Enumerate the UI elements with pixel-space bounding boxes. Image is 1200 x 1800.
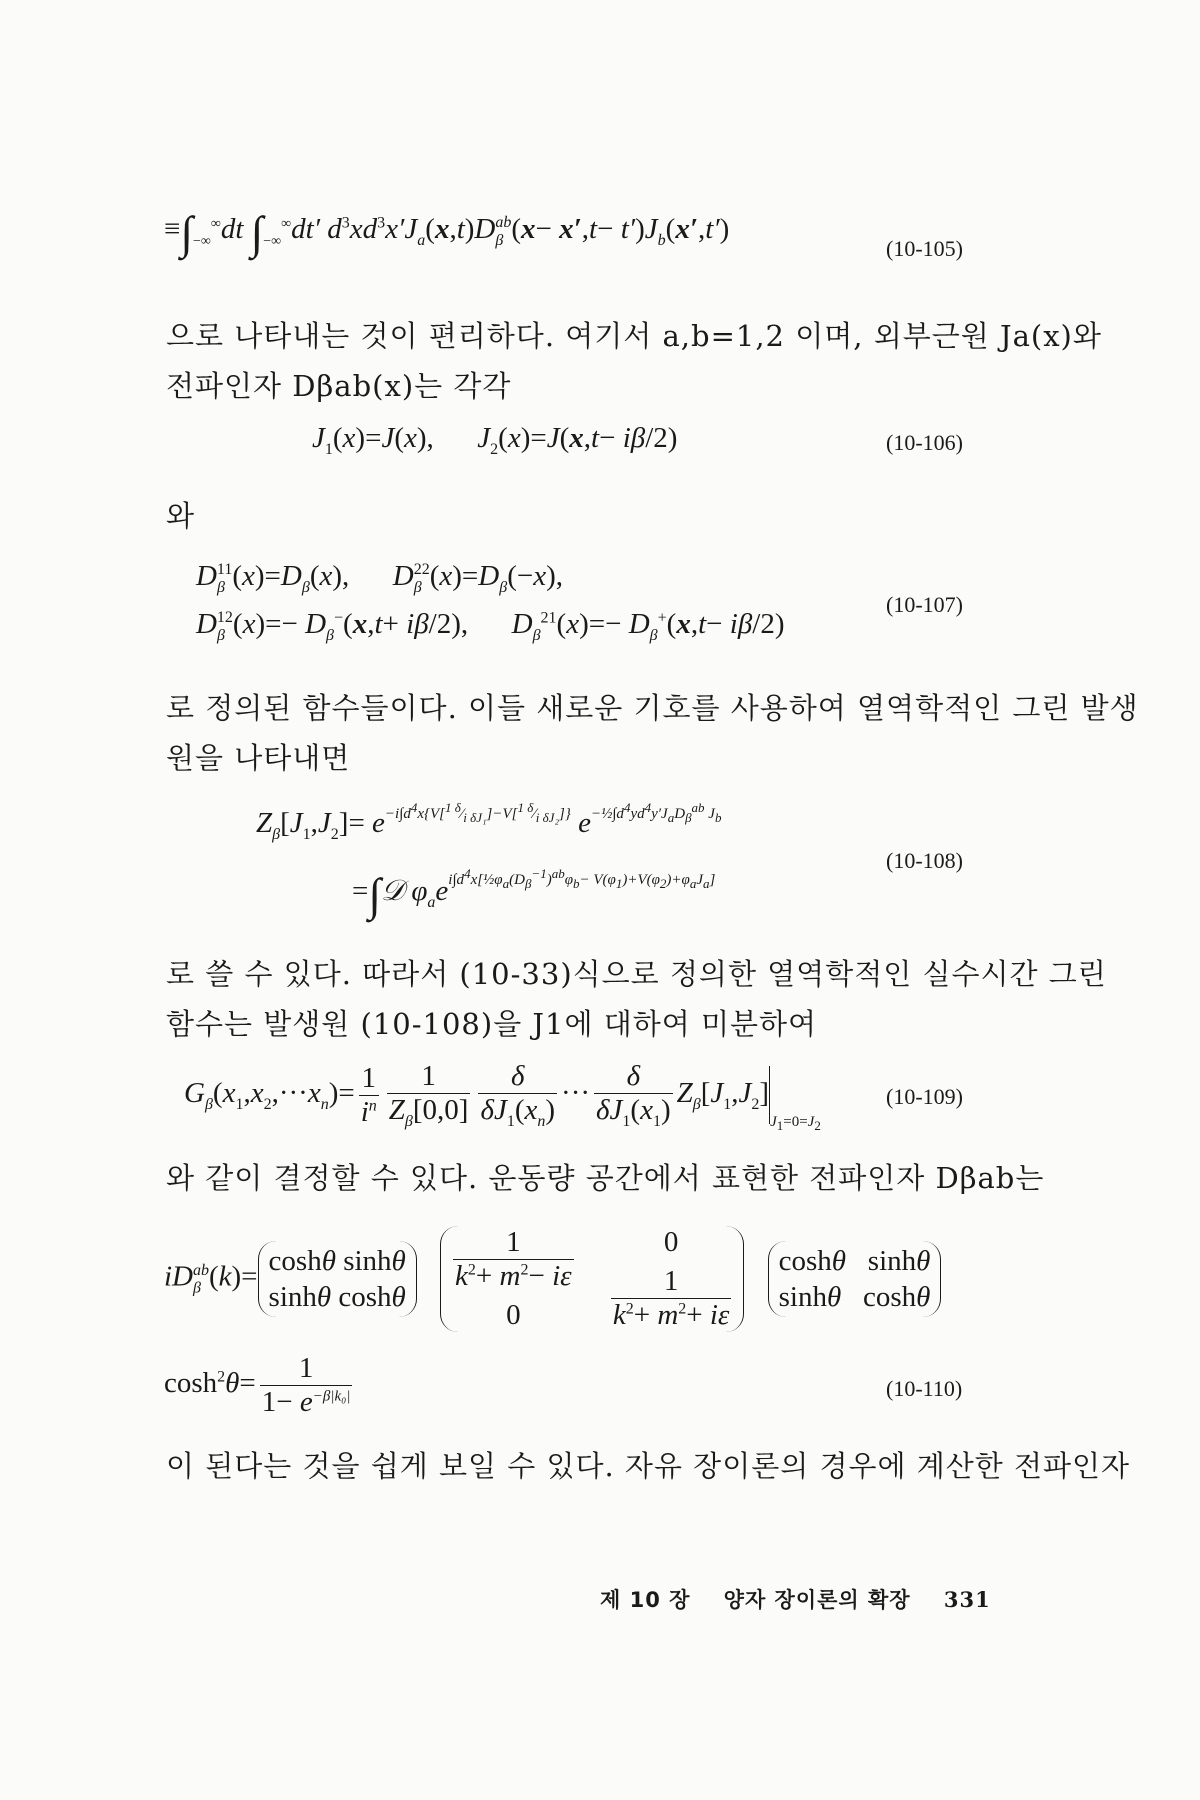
paragraph-line: 으로 나타내는 것이 편리하다. 여기서 a,b=1,2 이며, 외부근원 Ja(x)와 <box>166 319 1102 353</box>
chapter-label: 제 10 장 <box>600 1588 691 1612</box>
paragraph-line: 전파인자 Dβab(x)는 각각 <box>166 369 512 403</box>
paragraph-line: 와 <box>166 499 196 533</box>
paragraph-line: 와 같이 결정할 수 있다. 운동량 공간에서 표현한 전파인자 Dβab는 <box>166 1161 1045 1195</box>
page-footer <box>600 1584 991 1614</box>
equation-10-107-row1: $D_\beta^{11}(x)=D_\beta(x)$, $D_\beta^{22}(x)=D_\beta(-x)$, <box>196 560 563 596</box>
paragraph-line: 함수는 발생원 (10-108)을 J1에 대하여 미분하여 <box>166 1007 818 1041</box>
paragraph-line: 원을 나타내면 <box>166 741 351 775</box>
equation-number: (10-107) <box>886 592 963 617</box>
equation-10-105: $\equiv\int_{-\infty}^\infty dt$ $\int_{-\infty}^\infty dt'$ $d^3xd^3x'J_a(x,t)D_\beta^{ab}(x- x',t- t')J_b(x',t')$ <box>164 207 730 258</box>
equation-10-110-cosh: $\cosh^2\theta=$ $\frac{1}{1- e^{-\beta|k_0|}}$ <box>164 1352 351 1418</box>
chapter-title: 양자 장이론의 확장 <box>723 1588 911 1612</box>
equation-10-108-row2: =∫𝒟 $\varphi_ae^{i\int d^4x[\frac{1}{2}\varphi_a(D_\beta^{-1})^{ab}\varphi_b- V(\varphi_1)+V(\varphi_2)+\varphi_aJ_a]}$ <box>352 866 716 920</box>
equation-10-107-row2: $D_\beta^{12}(x)=- D_\beta^-(x,t+ i\beta/2)$, $D_\beta^{21}(x)=- D_\beta^+(x,t- i\beta/2)$ <box>196 608 785 644</box>
page-number: 331 <box>943 1587 991 1612</box>
equation-10-110-matrix: $iD_\beta^{ab}(k)=$ coshθ sinhθ sinhθ coshθ $\frac{1}{k^2+ m^2- i\varepsilon}$ 0 0 $\frac{1}{k^2+ m^2+ i\varepsilon}$ coshθ sinhθ sinhθ coshθ <box>164 1226 941 1332</box>
equation-10-109: $G_\beta(x_1,x_2,\cdot\cdot\cdot x_n)=$ $\frac{1}{i^n}$ $\frac{1}{Z_\beta[0,0]}$ $\frac{\delta}{\delta J_1(x_n)}$ ··· $\frac{\delta}{\delta J_1(x_1)}$ $Z_\beta[J_1,J_2]_{J_1=0=J_2}$ <box>184 1060 821 1134</box>
equation-number: (10-106) <box>886 430 963 455</box>
equation-number: (10-110) <box>886 1376 963 1401</box>
equation-number: (10-108) <box>886 848 963 873</box>
paragraph-line: 로 쓸 수 있다. 따라서 (10-33)식으로 정의한 열역학적인 실수시간 그린 <box>166 957 1107 991</box>
paragraph-line: 이 된다는 것을 쉽게 보일 수 있다. 자유 장이론의 경우에 계산한 전파인자 <box>166 1449 1131 1483</box>
equation-number: (10-109) <box>886 1084 963 1109</box>
equation-number: (10-105) <box>886 236 963 261</box>
equation-10-108-row1: $Z_\beta[J_1,J_2]= e^{-i\int d^4x\{V[^{1 \delta}⁄_{i \delta J_1}]-V[^{1 \delta}⁄_{i \delta J_2}]\}}$ $e^{-\frac{1}{2}\int d^4yd^4y'J_aD_\beta^{ab} J_b}$ <box>256 800 722 843</box>
equation-10-106: $J_1(x)=J(x)$, $J_2(x)=J(x,t- i\beta/2)$ <box>312 422 678 458</box>
paragraph-line: 로 정의된 함수들이다. 이들 새로운 기호를 사용하여 열역학적인 그린 발생 <box>166 691 1139 725</box>
